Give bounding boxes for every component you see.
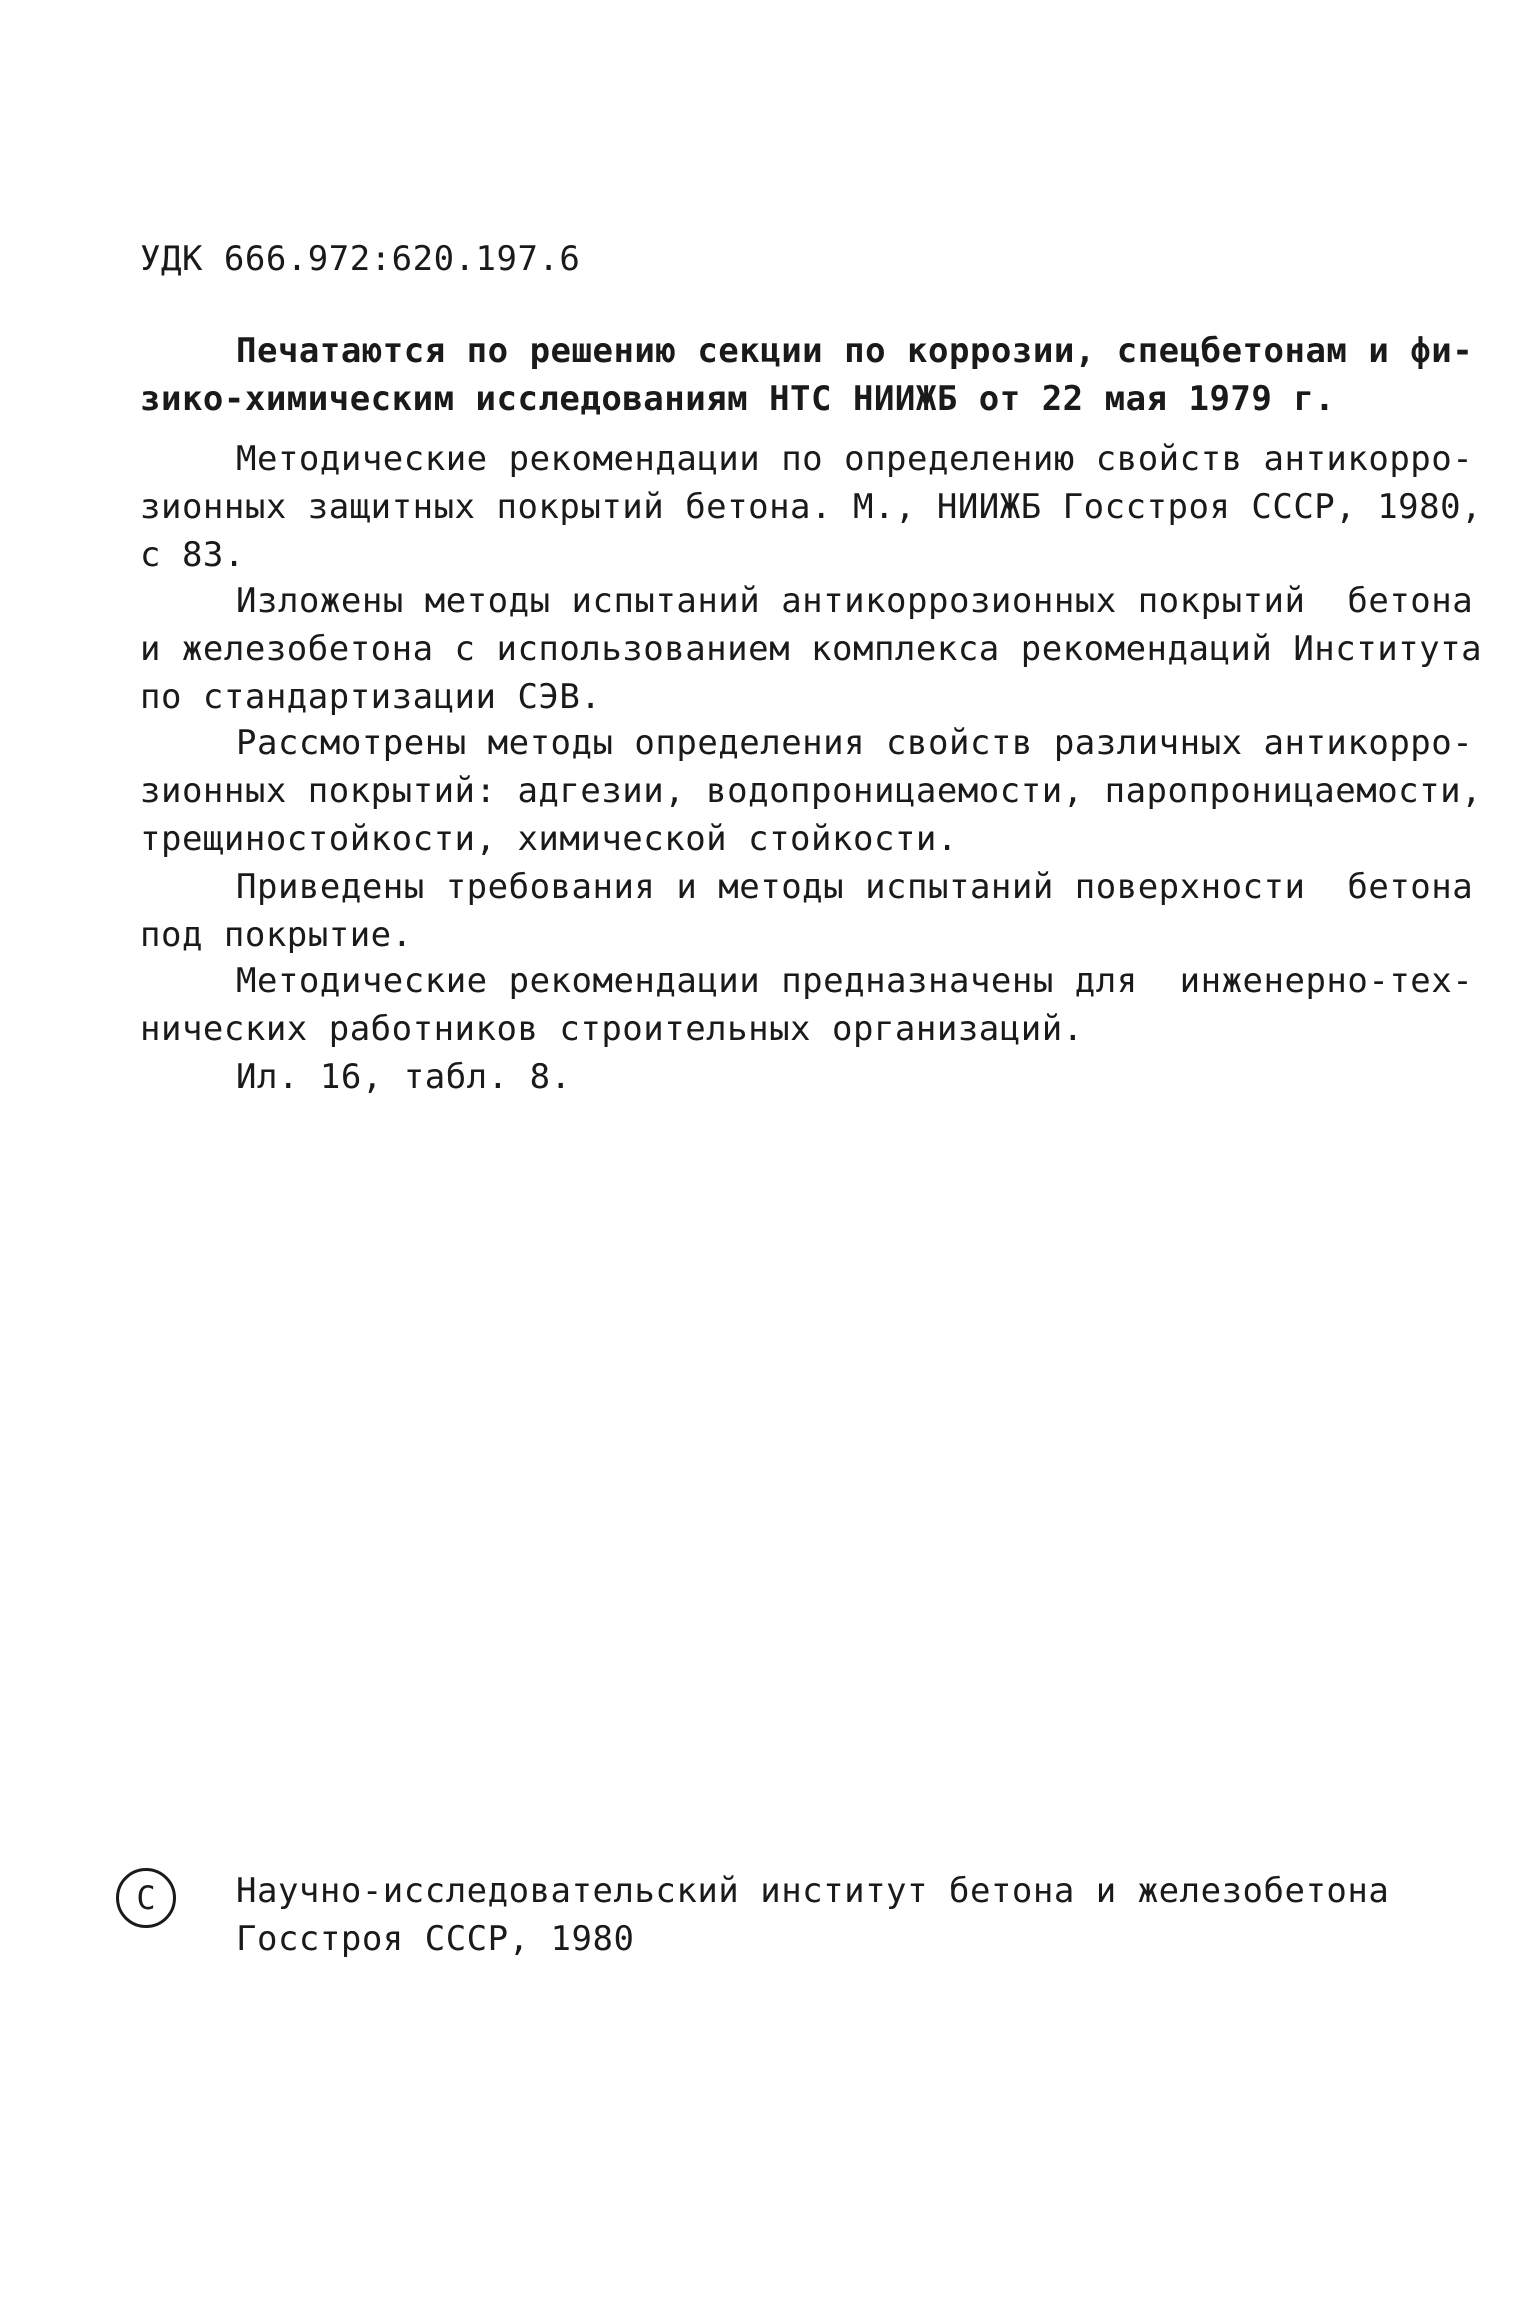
para2-line-2: зионных покрытий: адгезии, водопроницаемости, паропроницаемости, bbox=[140, 771, 1483, 811]
para4-line-2: нических работников строительных организаций. bbox=[140, 1009, 1084, 1049]
approval-line-2: зико-химическим исследованиям НТС НИИЖБ от 22 мая 1979 г. bbox=[140, 379, 1336, 419]
udk-code: УДК 666.972:620.197.6 bbox=[140, 239, 581, 279]
para1-line-2: и железобетона с использованием комплекса рекомендаций Института bbox=[140, 629, 1483, 669]
citation-line-3: с 83. bbox=[140, 535, 245, 575]
para3-line-1: Приведены требования и методы испытаний поверхности бетона bbox=[236, 867, 1474, 907]
para2-line-3: трещиностойкости, химической стойкости. bbox=[140, 819, 958, 859]
copyright-icon bbox=[116, 1868, 176, 1928]
para1-line-1: Изложены методы испытаний антикоррозионных покрытий бетона bbox=[236, 581, 1474, 621]
para2-line-1: Рассмотрены методы определения свойств различных антикорро- bbox=[236, 723, 1474, 763]
para4-line-1: Методические рекомендации предназначены для инженерно-тех- bbox=[236, 961, 1474, 1001]
citation-line-2: зионных защитных покрытий бетона. М., НИИЖБ Госстроя СССР, 1980, bbox=[140, 487, 1483, 527]
illustrations-count: Ил. 16, табл. 8. bbox=[236, 1057, 572, 1097]
copyright-symbol: С bbox=[136, 1879, 156, 1917]
copyright-line-1: Научно-исследовательский институт бетона и железобетона bbox=[236, 1871, 1390, 1911]
approval-line-1: Печатаются по решению секции по коррозии, спецбетонам и фи- bbox=[236, 331, 1474, 371]
copyright-line-2: Госстроя СССР, 1980 bbox=[236, 1919, 635, 1959]
para3-line-2: под покрытие. bbox=[140, 915, 413, 955]
citation-line-1: Методические рекомендации по определению свойств антикорро- bbox=[236, 439, 1474, 479]
para1-line-3: по стандартизации СЭВ. bbox=[140, 677, 602, 717]
